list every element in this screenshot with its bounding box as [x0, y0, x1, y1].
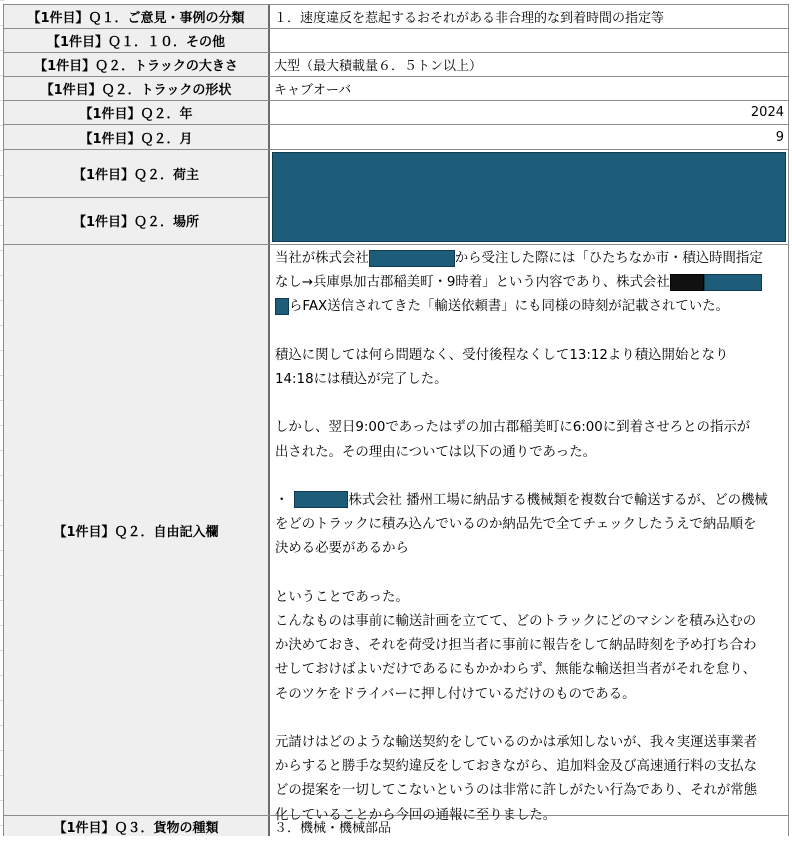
row-value[interactable]: 9 [270, 125, 789, 149]
redaction-block [272, 152, 786, 242]
row-label: 【1件目】Ｑ２．トラックの大きさ [4, 53, 270, 76]
table-row [3, 149, 789, 244]
text-line: しかし、翌日9:00であったはずの加古郡稲美町に6:00に到着させろとの指示が [275, 420, 751, 436]
table-row [3, 124, 789, 149]
text-line: 14:18には積込が完了した。 [275, 372, 448, 387]
text-line: 化していることから今回の通報に至りました。 [275, 807, 557, 823]
row-value[interactable] [270, 29, 789, 52]
row-value[interactable]: キャブオーバ [270, 77, 789, 100]
label-group [4, 150, 270, 244]
redaction-block [670, 274, 704, 291]
redaction-block [704, 274, 762, 291]
text-segment: らFAX送信されてきた「輸送依頼書」にも同様の時刻が記載されていた。 [289, 299, 729, 315]
text-segment: なし→兵庫県加古郡稲美町・9時着」という内容であり、株式会社 [275, 275, 670, 291]
text-line: 決める必要があるから [275, 541, 409, 557]
text-line: 元請けはどのような輸送契約をしているのかは承知しないが、我々実運送事業者 [275, 734, 758, 750]
table-row [3, 28, 789, 52]
redaction-block [275, 298, 289, 315]
table-row [3, 815, 789, 836]
text-line: どの提案を一切してこないというのは非常に許しがたい行為であり、それが常態 [275, 783, 758, 799]
row-value[interactable]: 2024 [270, 101, 789, 124]
row-label: 【1件目】Ｑ２．年 [4, 101, 270, 124]
table-row [3, 76, 789, 100]
place-label: 【1件目】Ｑ２．場所 [4, 197, 268, 245]
text-segment: ・ [275, 492, 289, 508]
text-line [275, 489, 782, 513]
text-line: をどのトラックに積み込んでいるのか納品先で全てチェックしたうえで納品順を [275, 517, 757, 533]
row-label: 【1件目】Ｑ１．ご意見・事例の分類 [4, 5, 270, 28]
table-row [3, 100, 789, 124]
cargo-value[interactable]: ３．機械・機械部品 [270, 816, 789, 836]
text-line: そのツケをドライバーに押し付けているだけのものである。 [275, 686, 636, 702]
survey-table [3, 4, 789, 836]
row-value[interactable]: １．速度違反を惹起するおそれがある非合理的な到着時間の指定等 [270, 5, 789, 28]
table-row [3, 244, 789, 823]
text-line: か決めておき、それを荷受け担当者に事前に報告をして納品時刻を予め打ち合わ [275, 638, 757, 654]
text-line: せしておけばよいだけであるにもかかわらず、無能な輸送担当者がそれを怠り、 [275, 662, 756, 678]
cargo-label: 【1件目】Ｑ３．貨物の種類 [4, 816, 270, 836]
text-segment: 株式会社 播州工場に納品する機械類を複数台で輸送するが、どの機械 [348, 492, 768, 508]
text-line [275, 247, 782, 271]
text-segment: 当社が株式会社 [275, 251, 369, 266]
free-text-label: 【1件目】Ｑ２．自由記入欄 [4, 245, 270, 815]
redaction-block [369, 250, 455, 267]
text-line: ということであった。 [275, 589, 409, 605]
row-value[interactable]: 大型（最大積載量６．５トン以上） [270, 53, 789, 76]
row-label: 【1件目】Ｑ２．トラックの形状 [4, 77, 270, 100]
text-line: 出された。その理由については以下の通りであった。 [275, 444, 596, 460]
shipper-label: 【1件目】Ｑ２．荷主 [4, 150, 268, 197]
redacted-values [270, 150, 789, 244]
text-line: 積込に関しては何ら問題なく、受付後程なくして13:12より積込開始となり [275, 347, 729, 363]
text-line: こんなものは事前に輸送計画を立てて、どのトラックにどのマシンを積み込むの [275, 613, 757, 629]
text-segment: から受注した際には「ひたちなか市・積込時間指定 [454, 251, 763, 266]
table-row [3, 4, 789, 28]
text-line: からすると勝手な契約違反をしておきながら、追加料金及び高速通行料の支払な [275, 759, 758, 775]
text-line [275, 295, 782, 319]
text-line [275, 271, 782, 295]
table-row [3, 52, 789, 76]
row-label: 【1件目】Ｑ１．１０．その他 [4, 29, 270, 52]
free-text-value[interactable] [270, 245, 789, 823]
redaction-block [294, 491, 348, 508]
row-label: 【1件目】Ｑ２．月 [4, 125, 270, 149]
